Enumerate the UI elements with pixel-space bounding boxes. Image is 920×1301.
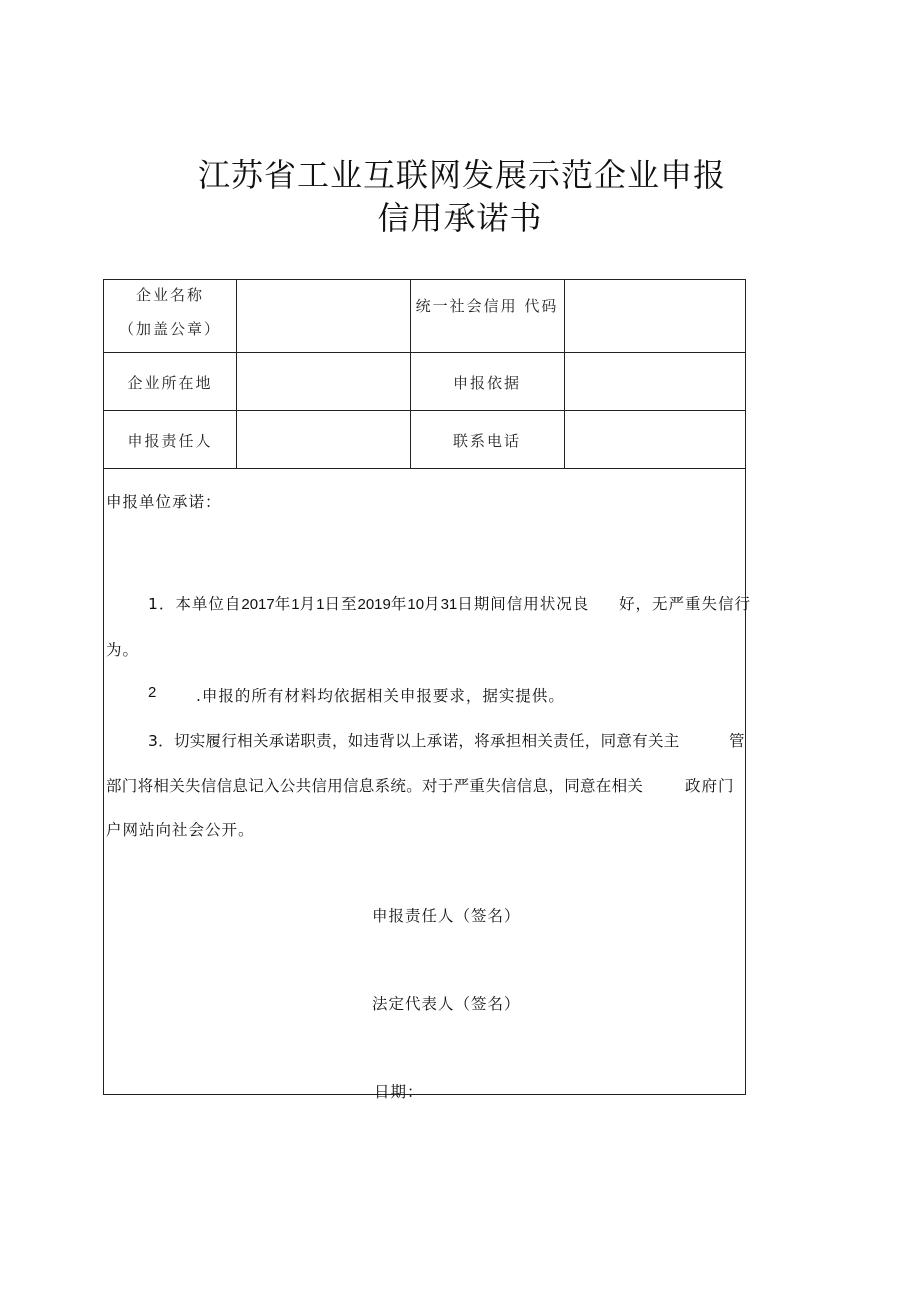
document-subtitle: 信用承诺书 — [377, 199, 543, 237]
pledge-item-3-line3: 户网站向社会公开。 — [106, 821, 255, 839]
row-divider — [104, 352, 745, 353]
contact-phone-field[interactable] — [567, 413, 743, 465]
responsible-person-label: 申报责任人 — [127, 432, 213, 450]
pledge-item-1-text: 1 — [291, 596, 300, 613]
pledge-item-1-text: 月 — [299, 595, 317, 613]
pledge-item-3-line1-tail: 管 — [729, 732, 746, 750]
contact-phone-label: 联系电话 — [452, 432, 521, 450]
pledge-item-1-text: 年 — [390, 595, 408, 613]
pledge-item-1-text: 月 — [424, 595, 441, 613]
column-divider — [564, 280, 565, 468]
pledge-item-1-text: 10 — [407, 596, 425, 613]
application-basis-label: 申报依据 — [452, 374, 521, 392]
pledge-item-2-number: 2 — [148, 684, 157, 701]
pledge-item-1-tail: 好，无严重失信行 — [619, 595, 752, 613]
pledge-item-1-text: 1 — [316, 596, 325, 613]
pledge-item-3-line1: 3．切实履行相关承诺职责，如违背以上承诺，将承担相关责任，同意有关主 — [148, 732, 680, 750]
company-name-label: 企业名称 — [135, 286, 204, 304]
credit-code-field[interactable] — [567, 282, 743, 350]
pledge-item-1 — [148, 592, 589, 614]
legal-representative-signature-label: 法定代表人（签名） — [372, 995, 521, 1013]
pledge-item-1-text: 日至 — [324, 595, 358, 613]
pledge-item-1-text: 日期间信用状况良 — [457, 595, 590, 613]
document-title: 江苏省工业互联网发展示范企业申报 — [197, 156, 726, 194]
company-name-note: （加盖公章） — [118, 320, 221, 338]
pledge-item-1-text: 31 — [440, 596, 458, 613]
pledge-item-2: .申报的所有材料均依据相关申报要求，据实提供。 — [196, 687, 565, 705]
row-divider — [104, 410, 745, 411]
pledge-item-1-text: 2017 — [241, 596, 275, 613]
responsible-signature-label: 申报责任人（签名） — [372, 907, 521, 925]
pledge-item-1-text: 1．本单位自 — [148, 595, 242, 613]
pledge-form — [103, 279, 752, 1101]
pledge-item-3-line2-tail: 政府门 — [685, 777, 735, 795]
date-label: 日期： — [374, 1083, 424, 1101]
pledge-item-1-line2: 为。 — [106, 641, 140, 659]
row-divider — [104, 468, 745, 469]
column-divider — [236, 280, 237, 468]
company-location-label: 企业所在地 — [127, 374, 213, 392]
application-basis-field[interactable] — [567, 355, 743, 407]
pledge-item-1-text: 2019 — [357, 596, 391, 613]
pledge-item-1-text: 年 — [274, 595, 292, 613]
pledge-item-3-line2: 部门将相关失信信息记入公共信用信息系统。对于严重失信信息，同意在相关 — [106, 777, 644, 795]
company-name-field[interactable] — [239, 282, 407, 350]
company-location-field[interactable] — [239, 355, 407, 407]
pledge-heading: 申报单位承诺： — [106, 493, 222, 511]
responsible-person-field[interactable] — [239, 413, 407, 465]
credit-code-label: 统一社会信用 代码 — [415, 297, 559, 315]
